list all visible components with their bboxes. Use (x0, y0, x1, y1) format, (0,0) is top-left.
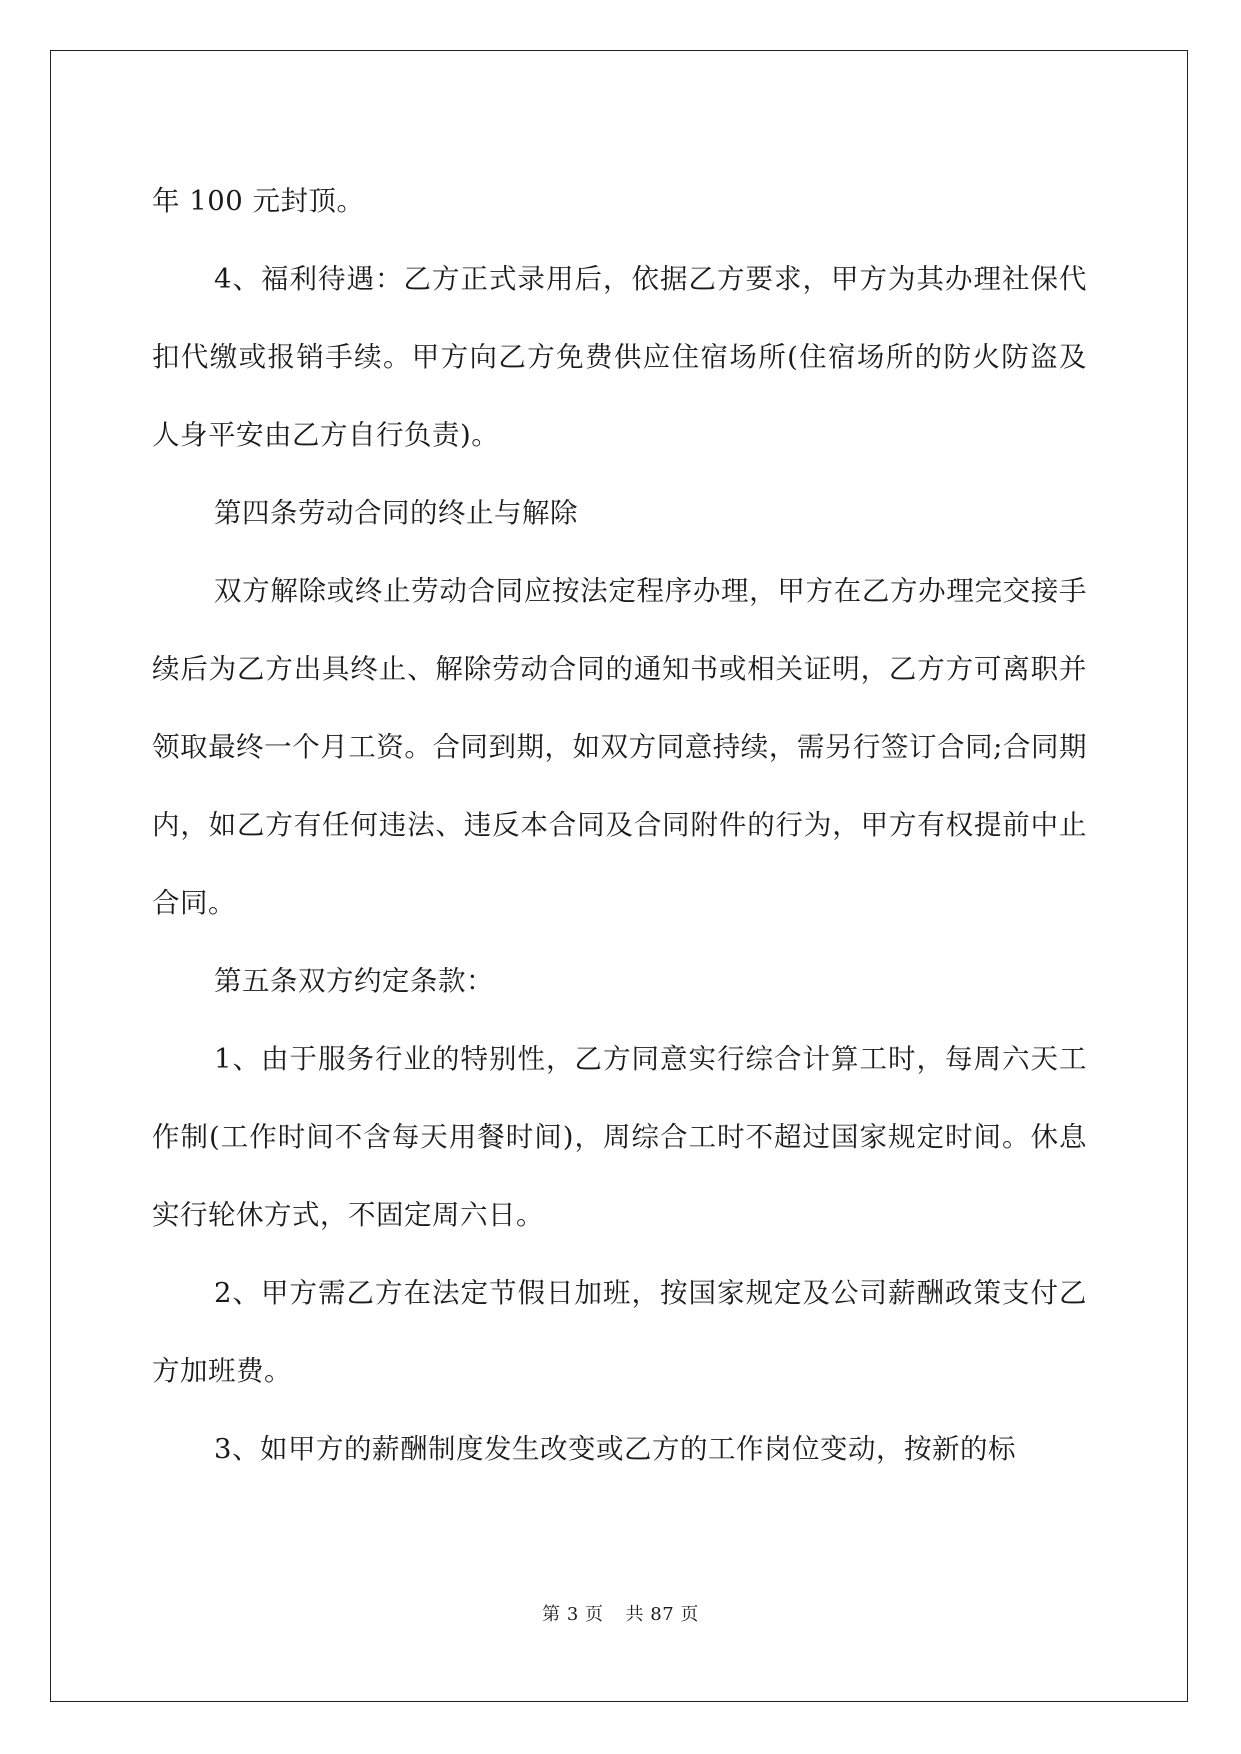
paragraph: 年 100 元封顶。 (152, 185, 365, 217)
document-body (152, 162, 1087, 1488)
page-total: 共 87 页 (625, 1604, 699, 1625)
paragraph: 双方解除或终止劳动合同应按法定程序办理，甲方在乙方办理完交接手续后为乙方出具终止、解除劳动合同的通知书或相关证明，乙方方可离职并领取最终一个月工资。合同到期，如双方同意持续，需另行签订合同;合同期内，如乙方有任何违法、违反本合同及合同附件的行为，甲方有权提前中止合同。 (152, 575, 1087, 919)
page-footer (0, 1600, 1241, 1626)
paragraph: 3、如甲方的薪酬制度发生改变或乙方的工作岗位变动，按新的标 (214, 1433, 1016, 1465)
paragraph: 2、甲方需乙方在法定节假日加班，按国家规定及公司薪酬政策支付乙方加班费。 (152, 1277, 1087, 1387)
paragraph: 4、福利待遇：乙方正式录用后，依据乙方要求，甲方为其办理社保代扣代缴或报销手续。甲方向乙方免费供应住宿场所(住宿场所的防火防盗及人身平安由乙方自行负责)。 (152, 263, 1087, 451)
page-number: 第 3 页 (542, 1604, 604, 1625)
paragraph: 1、由于服务行业的特别性，乙方同意实行综合计算工时，每周六天工作制(工作时间不含每天用餐时间)，周综合工时不超过国家规定时间。休息实行轮休方式，不固定周六日。 (152, 1043, 1087, 1231)
section-heading: 第四条劳动合同的终止与解除 (214, 497, 578, 529)
section-heading: 第五条双方约定条款： (214, 965, 494, 997)
